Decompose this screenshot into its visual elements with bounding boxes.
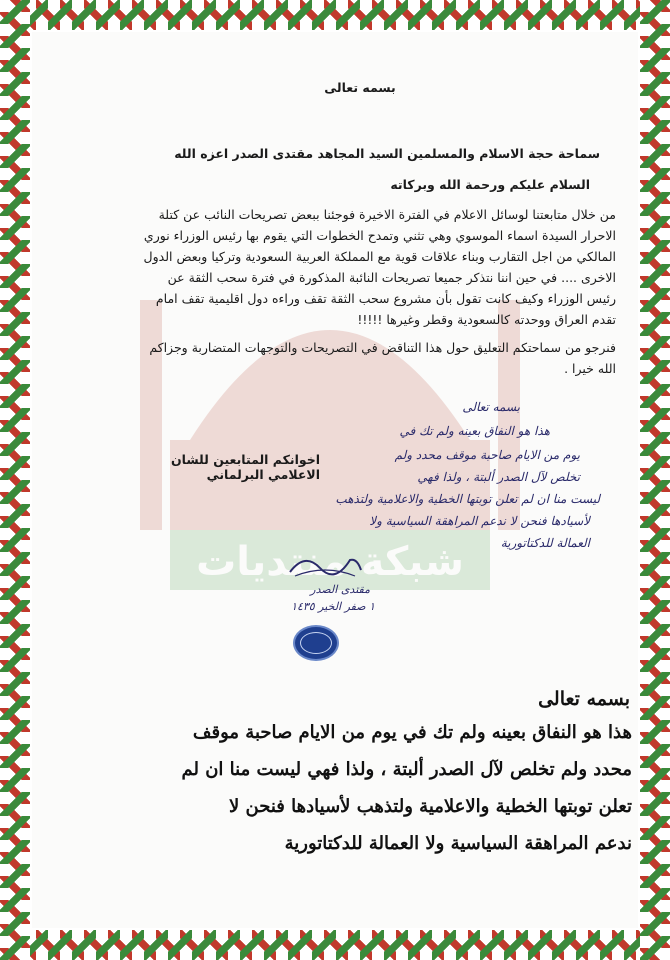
official-stamp	[293, 625, 339, 661]
handwritten-line: يوم من الايام صاحبة موقف محدد ولم	[394, 448, 580, 462]
handwritten-line: هذا هو النفاق بعينه ولم تك في	[399, 424, 550, 438]
letter-body-line: من خلال متابعتنا لوسائل الاعلام في الفترة الاخيرة فوجئنا ببعض تصريحات النائب عن كتلة	[158, 207, 616, 222]
letter-basmala: بسمه تعالى	[324, 80, 396, 95]
handwritten-line: ليست منا ان لم تعلن توبتها الخطية والاعلامية ولتذهب	[335, 492, 600, 506]
transcription-line: هذا هو النفاق بعينه ولم تك في يوم من الايام صاحبة موقف	[192, 722, 632, 743]
letter-body-line: المالكي من اجل التقارب وبناء علاقات قوية مع المملكة العربية السعودية وتركيا وبعض الدول	[143, 249, 616, 264]
signature-name: مقتدى الصدر	[310, 583, 370, 596]
transcription-line: محدد ولم تخلص لآل الصدر ألبتة ، ولذا فهي ليست منا ان لم	[181, 759, 632, 780]
letter-request-line: فنرجو من سماحتكم التعليق حول هذا التناقض في التصريحات والتوجهات المتضاربة وجزاكم	[149, 340, 616, 355]
letter-greeting: السلام عليكم ورحمة الله وبركاته	[390, 177, 590, 192]
letter-signoff: اخوانكم المتابعين للشان الاعلامي البرلماني	[170, 452, 320, 482]
letter-body-line: الاخرى .... في حين اننا نتذكر جميعا تصريحات النائبة المذكورة في فترة سحب الثقة عن	[167, 270, 616, 285]
signature-date: ١ صفر الخير ١٤٣٥	[291, 600, 375, 613]
letter-body-line: تقدم العراق ووحدته كالسعودية وقطر وغيرها !!!!!	[357, 312, 616, 327]
decorative-border-left	[0, 0, 30, 960]
handwritten-line: لأسيادها فنحن لا ندعم المراهقة السياسية ولا	[369, 514, 590, 528]
letter-request-line: الله خيرا .	[564, 361, 616, 376]
watermark-text: شبكة منتديات	[196, 539, 464, 585]
transcription-title: بسمه تعالى	[538, 688, 630, 710]
transcription-line: تعلن توبتها الخطية والاعلامية ولتذهب لأسيادها فنحن لا	[229, 796, 632, 817]
handwritten-line: العمالة للدكتاتورية	[500, 536, 590, 550]
letter-addressee: سماحة حجة الاسلام والمسلمين السيد المجاهد مقتدى الصدر اعزه الله	[174, 146, 600, 161]
signature-scribble-icon	[285, 550, 365, 580]
decorative-border-bottom	[0, 930, 670, 960]
decorative-border-top	[0, 0, 670, 30]
letter-body-line: الاحرار السيدة اسماء الموسوي وهي تثني وتمدح الخطوات التي يقوم بها رئيس الوزراء نوري	[143, 228, 616, 243]
letter-body-line: رئيس الوزراء وكيف كانت تقول بأن مشروع سحب الثقة تقف وراءه دول اقليمية تقف امام	[155, 291, 616, 306]
handwritten-line: بسمه تعالى	[462, 400, 520, 414]
decorative-border-right	[640, 0, 670, 960]
transcription-line: ندعم المراهقة السياسية ولا العمالة للدكتاتورية	[284, 833, 632, 854]
handwritten-line: تخلص لآل الصدر ألبتة ، ولذا فهي	[417, 470, 580, 484]
